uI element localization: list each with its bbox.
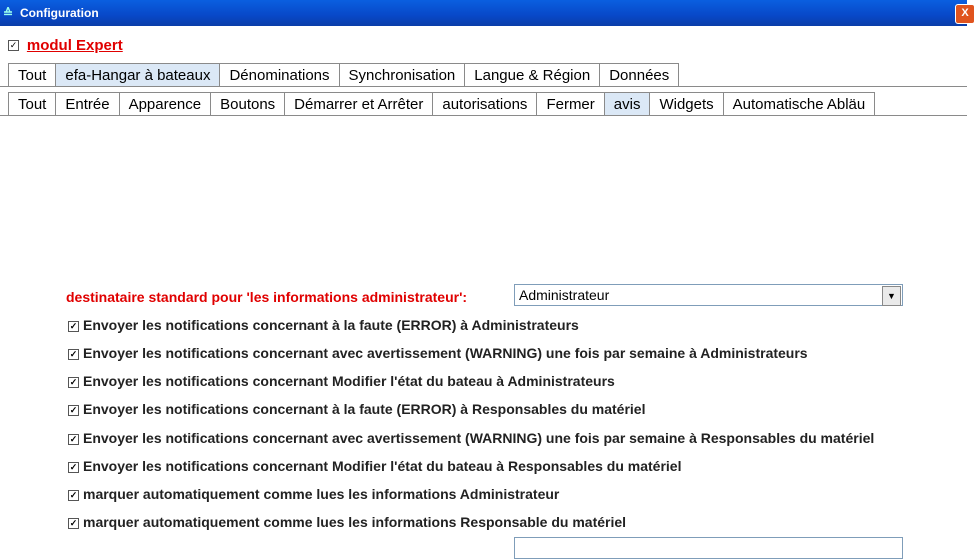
option-label: Envoyer les notifications concernant à la faute (ERROR) à Administrateurs	[83, 317, 579, 333]
default-recipient-select[interactable]	[514, 284, 903, 306]
subtab-automatische[interactable]: Automatische Abläu	[723, 92, 876, 116]
subtab-demarrer-arreter[interactable]: Démarrer et Arrêter	[284, 92, 433, 116]
expert-checkbox[interactable]: ✓	[9, 39, 18, 50]
next-select-partial[interactable]	[514, 537, 903, 559]
close-button[interactable]: X	[955, 4, 975, 24]
subtab-apparence[interactable]: Apparence	[119, 92, 212, 116]
option-label: Envoyer les notifications concernant avec avertissement (WARNING) une fois par semaine à Responsables du matériel	[83, 430, 875, 446]
option-state-material[interactable]	[68, 456, 681, 476]
option-autoread-material[interactable]	[68, 512, 626, 532]
option-checkbox[interactable]: ✓	[69, 517, 78, 528]
option-label: Envoyer les notifications concernant avec avertissement (WARNING) une fois par semaine à Administrateurs	[83, 345, 808, 361]
tab-denominations[interactable]: Dénominations	[219, 63, 339, 87]
tab-separator	[0, 86, 967, 87]
title-bar	[0, 0, 967, 26]
option-checkbox[interactable]: ✓	[69, 461, 78, 472]
tab-donnees[interactable]: Données	[599, 63, 679, 87]
option-warning-material[interactable]	[68, 428, 874, 448]
option-error-material[interactable]	[68, 399, 645, 419]
subtab-separator	[0, 115, 967, 116]
subtab-widgets[interactable]: Widgets	[649, 92, 723, 116]
expert-label: modul Expert	[26, 36, 123, 54]
option-checkbox[interactable]: ✓	[69, 489, 78, 500]
option-label: Envoyer les notifications concernant à la faute (ERROR) à Responsables du matériel	[83, 401, 646, 417]
option-state-admins[interactable]	[68, 371, 615, 391]
option-checkbox[interactable]: ✓	[69, 404, 78, 415]
subtab-avis[interactable]: avis	[604, 92, 651, 116]
option-label: marquer automatiquement comme lues les informations Responsable du matériel	[83, 514, 627, 530]
expert-mode-toggle[interactable]	[8, 36, 123, 56]
option-label: marquer automatiquement comme lues les informations Administrateur	[83, 486, 560, 502]
tab-tout[interactable]: Tout	[8, 63, 56, 87]
window-title: Configuration	[20, 6, 99, 20]
option-checkbox[interactable]: ✓	[69, 433, 78, 444]
app-icon: ≙	[3, 6, 14, 20]
option-error-admins[interactable]	[68, 315, 579, 335]
option-checkbox[interactable]: ✓	[69, 320, 78, 331]
subtab-boutons[interactable]: Boutons	[210, 92, 285, 116]
subtab-tout[interactable]: Tout	[8, 92, 56, 116]
option-checkbox[interactable]: ✓	[69, 348, 78, 359]
default-recipient-value: Administrateur	[519, 287, 610, 303]
subtab-fermer[interactable]: Fermer	[536, 92, 604, 116]
chevron-down-icon[interactable]: ▼	[882, 286, 901, 306]
option-label: Envoyer les notifications concernant Modifier l'état du bateau à Administrateurs	[83, 373, 615, 389]
tab-hangar[interactable]: efa-Hangar à bateaux	[55, 63, 220, 87]
default-recipient-label: destinataire standard pour 'les informations administrateur':	[66, 289, 468, 305]
tab-synchronisation[interactable]: Synchronisation	[339, 63, 466, 87]
subtab-autorisations[interactable]: autorisations	[432, 92, 537, 116]
option-autoread-admin[interactable]	[68, 484, 559, 504]
default-recipient-row	[66, 286, 467, 308]
option-checkbox[interactable]: ✓	[69, 376, 78, 387]
tab-langue-region[interactable]: Langue & Région	[464, 63, 600, 87]
main-tabs	[8, 63, 678, 87]
option-label: Envoyer les notifications concernant Modifier l'état du bateau à Responsables du matériel	[83, 458, 682, 474]
sub-tabs	[8, 92, 874, 116]
subtab-entree[interactable]: Entrée	[55, 92, 119, 116]
option-warning-admins[interactable]	[68, 343, 808, 363]
